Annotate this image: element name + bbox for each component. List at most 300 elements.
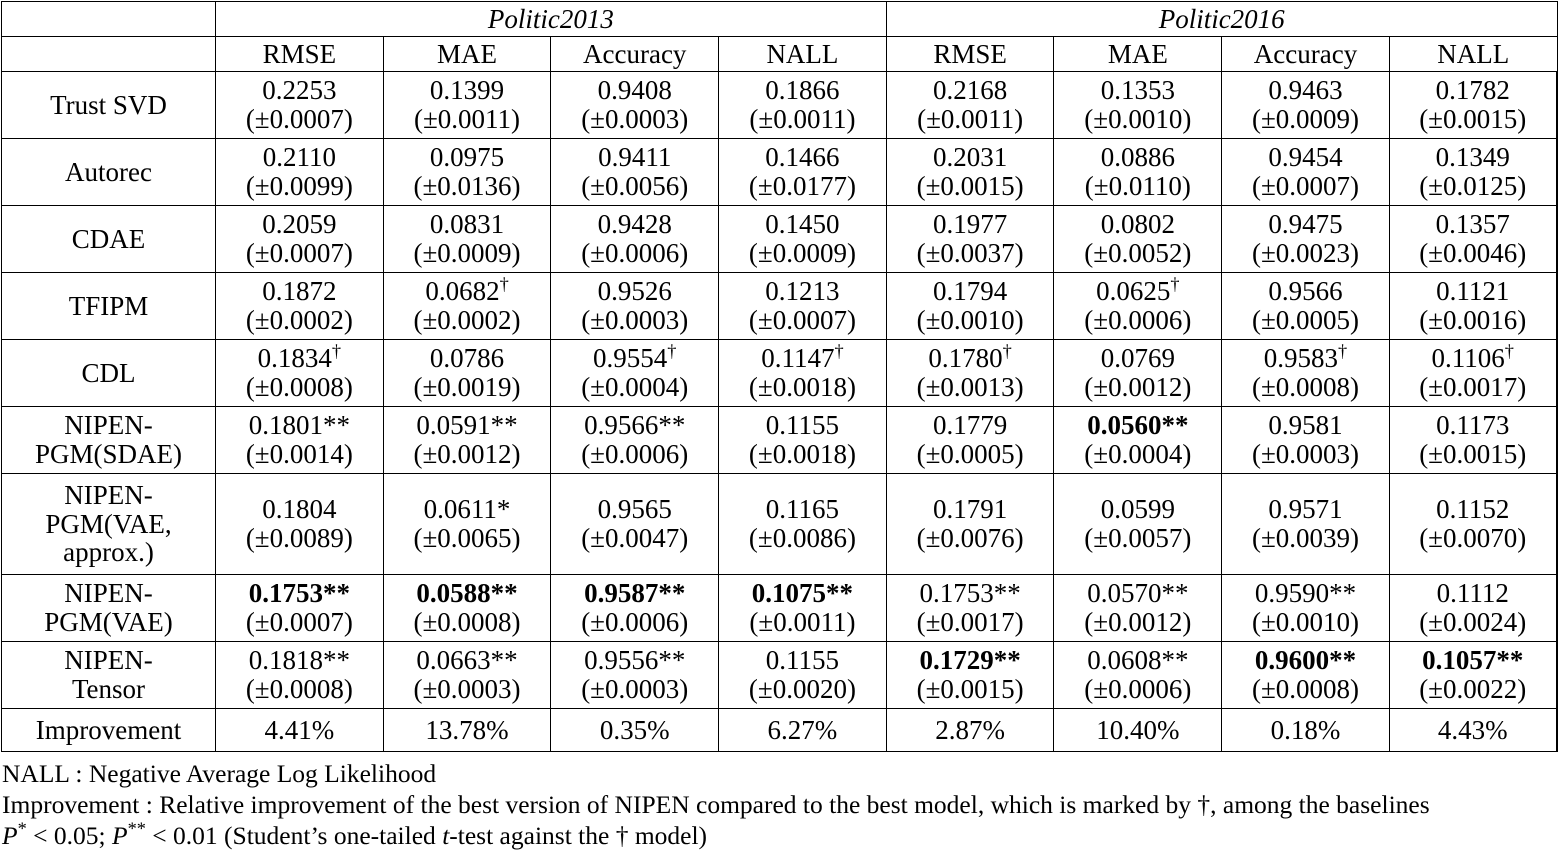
cell-number: 0.1349 bbox=[1435, 142, 1510, 173]
cell-value bbox=[216, 340, 384, 407]
cell-main-value bbox=[1222, 76, 1389, 105]
cell-std-deviation: (±0.0046) bbox=[1419, 238, 1527, 268]
metric-header-accuracy-2013: Accuracy bbox=[551, 37, 719, 72]
cell-value bbox=[216, 474, 384, 575]
improvement-value: 4.41% bbox=[216, 709, 384, 752]
cell-value bbox=[1054, 474, 1222, 575]
cell-main-value bbox=[1054, 411, 1221, 440]
cell-main-value bbox=[1390, 143, 1556, 172]
cell-value bbox=[719, 72, 887, 139]
cell-main-value bbox=[1222, 341, 1389, 374]
row-label-line: PGM(VAE, bbox=[45, 508, 172, 539]
table-head bbox=[2, 2, 1558, 72]
cell-number: 0.1353 bbox=[1100, 75, 1175, 106]
dagger-marker-icon: † bbox=[1338, 341, 1348, 362]
cell-std-deviation: (±0.0076) bbox=[916, 523, 1024, 553]
cell-number: 0.9526 bbox=[597, 276, 672, 307]
cell-std-deviation: (±0.0002) bbox=[245, 305, 353, 335]
significance-marker: ** bbox=[1161, 578, 1189, 609]
cell-value bbox=[551, 642, 719, 709]
significance-marker: ** bbox=[658, 645, 686, 676]
cell-std-deviation: (±0.0017) bbox=[916, 607, 1024, 637]
cell-std-deviation: (±0.0015) bbox=[1419, 439, 1527, 469]
cell-value bbox=[383, 72, 551, 139]
cell-number: 0.0769 bbox=[1100, 343, 1175, 374]
cell-number: 0.1165 bbox=[765, 494, 840, 525]
cell-number: 0.1155 bbox=[765, 410, 840, 441]
cell-main-value bbox=[1390, 411, 1556, 440]
cell-number: 0.2110 bbox=[262, 142, 336, 173]
cell-number: 0.1834 bbox=[257, 343, 332, 374]
row-label-improvement: Improvement bbox=[2, 709, 216, 752]
significance-marker: ** bbox=[1329, 578, 1357, 609]
cell-std-deviation: (±0.0047) bbox=[581, 523, 689, 553]
cell-std-deviation: (±0.0125) bbox=[1419, 171, 1527, 201]
cell-std-deviation: (±0.0110) bbox=[1084, 171, 1191, 201]
cell-number: 0.1753 bbox=[248, 578, 323, 609]
cell-main-value bbox=[216, 341, 383, 374]
cell-number: 0.1818 bbox=[248, 645, 323, 676]
cell-number: 0.9587 bbox=[584, 578, 659, 609]
cell-number: 0.0625 bbox=[1096, 276, 1171, 307]
cell-value bbox=[383, 642, 551, 709]
cell-number: 0.1779 bbox=[933, 410, 1008, 441]
significance-marker: ** bbox=[322, 578, 350, 609]
cell-std-deviation: (±0.0006) bbox=[1084, 674, 1192, 704]
cell-number: 0.9428 bbox=[597, 209, 672, 240]
row-label-line: NIPEN- bbox=[64, 410, 153, 441]
cell-std-deviation: (±0.0008) bbox=[245, 372, 353, 402]
table-row bbox=[2, 139, 1558, 206]
cell-value bbox=[1389, 72, 1557, 139]
improvement-value: 4.43% bbox=[1389, 709, 1557, 752]
cell-number: 0.9408 bbox=[597, 75, 672, 106]
cell-std-deviation: (±0.0020) bbox=[748, 674, 856, 704]
cell-value bbox=[551, 575, 719, 642]
cell-value bbox=[383, 139, 551, 206]
cell-number: 0.2253 bbox=[262, 75, 337, 106]
cell-main-value bbox=[551, 143, 718, 172]
row-label-autorec: Autorec bbox=[2, 139, 216, 206]
table-notes bbox=[2, 758, 1558, 851]
cell-main-value bbox=[216, 646, 383, 675]
cell-value bbox=[886, 407, 1054, 474]
cell-value bbox=[1222, 340, 1390, 407]
row-label-cdae: CDAE bbox=[2, 206, 216, 273]
cell-std-deviation: (±0.0003) bbox=[1251, 439, 1360, 469]
cell-std-deviation: (±0.0009) bbox=[413, 238, 521, 268]
cell-main-value bbox=[551, 341, 718, 374]
cell-main-value bbox=[216, 411, 383, 440]
row-label-line: approx.) bbox=[63, 537, 154, 568]
row-label-line: NIPEN- bbox=[64, 645, 153, 676]
note-improvement: Improvement : Relative improvement of the best version of NIPEN compared to the best model, which is marked by †, among the baselines bbox=[2, 790, 1430, 820]
significance-marker: ** bbox=[490, 410, 518, 441]
cell-number: 0.9571 bbox=[1268, 494, 1343, 525]
cell-std-deviation: (±0.0018) bbox=[748, 439, 856, 469]
cell-main-value bbox=[719, 579, 886, 608]
cell-main-value bbox=[1390, 341, 1556, 374]
cell-number: 0.1213 bbox=[765, 276, 840, 307]
cell-value bbox=[1054, 139, 1222, 206]
significance-marker: ** bbox=[1161, 645, 1189, 676]
cell-value bbox=[551, 273, 719, 340]
cell-main-value bbox=[384, 495, 551, 524]
metric-header-nall-2013: NALL bbox=[719, 37, 887, 72]
group-header-row bbox=[2, 2, 1558, 37]
cell-value bbox=[1054, 642, 1222, 709]
cell-value bbox=[1389, 273, 1557, 340]
cell-number: 0.9566 bbox=[1268, 276, 1343, 307]
cell-value bbox=[216, 206, 384, 273]
cell-main-value bbox=[551, 76, 718, 105]
cell-value bbox=[886, 340, 1054, 407]
cell-value bbox=[719, 474, 887, 575]
cell-main-value bbox=[887, 210, 1054, 239]
cell-number: 0.0599 bbox=[1100, 494, 1175, 525]
cell-main-value bbox=[887, 495, 1054, 524]
cell-value bbox=[886, 575, 1054, 642]
row-label-line: PGM(VAE) bbox=[44, 607, 173, 637]
cell-std-deviation: (±0.0009) bbox=[748, 238, 856, 268]
cell-std-deviation: (±0.0003) bbox=[581, 104, 689, 134]
cell-value bbox=[551, 206, 719, 273]
cell-std-deviation: (±0.0009) bbox=[1251, 104, 1360, 134]
table-row bbox=[2, 474, 1558, 575]
cell-main-value bbox=[216, 579, 383, 608]
cell-main-value bbox=[384, 76, 551, 105]
row-label-nipen-pgm-vae-approx bbox=[2, 474, 216, 575]
cell-main-value bbox=[887, 143, 1054, 172]
cell-value bbox=[383, 273, 551, 340]
cell-value bbox=[719, 139, 887, 206]
cell-value bbox=[1054, 575, 1222, 642]
cell-number: 0.0786 bbox=[429, 343, 505, 374]
cell-value bbox=[383, 206, 551, 273]
cell-main-value bbox=[719, 341, 886, 374]
significance-marker: ** bbox=[826, 578, 854, 609]
cell-main-value bbox=[1390, 76, 1556, 105]
cell-number: 0.1782 bbox=[1435, 75, 1510, 106]
significance-marker: ** bbox=[490, 578, 518, 609]
cell-main-value bbox=[719, 495, 886, 524]
improvement-value: 6.27% bbox=[719, 709, 887, 752]
cell-std-deviation: (±0.0039) bbox=[1251, 523, 1360, 553]
metric-header-rmse-2013: RMSE bbox=[216, 37, 384, 72]
cell-main-value bbox=[384, 274, 551, 307]
row-label-nipen-pgm-sdae bbox=[2, 407, 216, 474]
cell-main-value bbox=[1222, 143, 1389, 172]
cell-main-value bbox=[384, 411, 551, 440]
cell-main-value bbox=[719, 411, 886, 440]
cell-number: 0.9583 bbox=[1263, 343, 1339, 374]
cell-std-deviation: (±0.0006) bbox=[581, 439, 689, 469]
cell-number: 0.1804 bbox=[262, 494, 337, 525]
dagger-marker-icon: † bbox=[834, 341, 844, 362]
cell-std-deviation: (±0.0008) bbox=[245, 674, 353, 704]
cell-main-value bbox=[887, 277, 1054, 306]
cell-std-deviation: (±0.0004) bbox=[581, 372, 689, 402]
cell-number: 0.0611 bbox=[423, 494, 497, 525]
cell-value bbox=[886, 642, 1054, 709]
cell-number: 0.1357 bbox=[1435, 209, 1510, 240]
cell-value bbox=[1222, 642, 1390, 709]
cell-main-value bbox=[1054, 646, 1221, 675]
cell-std-deviation: (±0.0099) bbox=[245, 171, 353, 201]
cell-std-deviation: (±0.0002) bbox=[413, 305, 521, 335]
cell-std-deviation: (±0.0017) bbox=[1419, 372, 1527, 402]
cell-number: 0.1075 bbox=[751, 578, 827, 609]
corner-blank-cell bbox=[2, 2, 216, 37]
cell-number: 0.9600 bbox=[1254, 645, 1330, 676]
note-tail: -test against the † model) bbox=[449, 821, 708, 851]
cell-std-deviation: (±0.0012) bbox=[1084, 607, 1192, 637]
cell-std-deviation: (±0.0057) bbox=[1084, 523, 1192, 553]
cell-number: 0.1147 bbox=[761, 343, 835, 374]
cell-main-value bbox=[551, 495, 718, 524]
cell-number: 0.1057 bbox=[1422, 645, 1497, 676]
metric-header-blank bbox=[2, 37, 216, 72]
cell-value bbox=[1054, 72, 1222, 139]
cell-std-deviation: (±0.0065) bbox=[413, 523, 521, 553]
table-row bbox=[2, 273, 1558, 340]
cell-main-value bbox=[216, 76, 383, 105]
cell-std-deviation: (±0.0008) bbox=[1251, 674, 1360, 704]
cell-value bbox=[719, 206, 887, 273]
cell-std-deviation: (±0.0011) bbox=[414, 104, 521, 134]
cell-std-deviation: (±0.0006) bbox=[581, 607, 689, 637]
cell-std-deviation: (±0.0007) bbox=[245, 238, 353, 268]
cell-main-value bbox=[1054, 143, 1221, 172]
note-significance bbox=[2, 820, 1558, 851]
group-header-politic2016: Politic2016 bbox=[886, 2, 1557, 37]
cell-number: 0.1106 bbox=[1431, 343, 1505, 374]
table-row bbox=[2, 340, 1558, 407]
cell-main-value bbox=[719, 277, 886, 306]
metric-header-mae-2016: MAE bbox=[1054, 37, 1222, 72]
cell-number: 0.0682 bbox=[425, 276, 500, 307]
metric-header-accuracy-2016: Accuracy bbox=[1222, 37, 1390, 72]
cell-std-deviation: (±0.0015) bbox=[916, 171, 1024, 201]
significance-marker: ** bbox=[658, 578, 686, 609]
cell-number: 0.0560 bbox=[1087, 410, 1162, 441]
note-p-symbol-1: P bbox=[2, 821, 18, 851]
cell-value bbox=[216, 407, 384, 474]
cell-number: 0.9463 bbox=[1268, 75, 1343, 106]
significance-marker: ** bbox=[1329, 645, 1357, 676]
cell-number: 0.0663 bbox=[416, 645, 491, 676]
cell-main-value bbox=[551, 411, 718, 440]
improvement-value: 13.78% bbox=[383, 709, 551, 752]
cell-value bbox=[719, 642, 887, 709]
cell-std-deviation: (±0.0010) bbox=[916, 305, 1024, 335]
cell-value bbox=[551, 139, 719, 206]
cell-number: 0.1112 bbox=[1436, 578, 1509, 609]
cell-value bbox=[719, 575, 887, 642]
metric-header-mae-2013: MAE bbox=[383, 37, 551, 72]
significance-marker: ** bbox=[322, 645, 350, 676]
cell-value bbox=[1222, 72, 1390, 139]
cell-std-deviation: (±0.0014) bbox=[245, 439, 353, 469]
cell-std-deviation: (±0.0086) bbox=[748, 523, 856, 553]
dagger-marker-icon: † bbox=[1002, 341, 1012, 362]
cell-std-deviation: (±0.0052) bbox=[1084, 238, 1192, 268]
cell-number: 0.1121 bbox=[1436, 276, 1510, 307]
cell-std-deviation: (±0.0023) bbox=[1251, 238, 1360, 268]
note-star-2: ** bbox=[127, 818, 146, 839]
improvement-value: 0.18% bbox=[1222, 709, 1390, 752]
cell-std-deviation: (±0.0003) bbox=[581, 305, 689, 335]
cell-std-deviation: (±0.0007) bbox=[1251, 171, 1360, 201]
cell-main-value bbox=[887, 646, 1054, 675]
improvement-value: 2.87% bbox=[886, 709, 1054, 752]
cell-number: 0.0608 bbox=[1087, 645, 1162, 676]
cell-main-value bbox=[216, 143, 383, 172]
cell-number: 0.0975 bbox=[429, 142, 505, 173]
cell-std-deviation: (±0.0015) bbox=[1419, 104, 1527, 134]
cell-value bbox=[1389, 474, 1557, 575]
cell-main-value bbox=[1054, 579, 1221, 608]
cell-main-value bbox=[551, 277, 718, 306]
cell-std-deviation: (±0.0012) bbox=[1084, 372, 1192, 402]
cell-main-value bbox=[1390, 277, 1556, 306]
cell-value bbox=[1389, 575, 1557, 642]
metric-header-nall-2016: NALL bbox=[1389, 37, 1557, 72]
cell-main-value bbox=[719, 646, 886, 675]
row-label-tfipm: TFIPM bbox=[2, 273, 216, 340]
cell-main-value bbox=[887, 76, 1054, 105]
cell-value bbox=[216, 642, 384, 709]
significance-marker: ** bbox=[322, 410, 350, 441]
cell-number: 0.1791 bbox=[933, 494, 1008, 525]
cell-main-value bbox=[887, 579, 1054, 608]
cell-std-deviation: (±0.0006) bbox=[1084, 305, 1192, 335]
dagger-marker-icon: † bbox=[667, 341, 677, 362]
cell-number: 0.1794 bbox=[933, 276, 1008, 307]
cell-main-value bbox=[1222, 277, 1389, 306]
note-mid-2: < 0.01 (Student’s one-tailed bbox=[145, 821, 443, 851]
note-star-1: * bbox=[17, 818, 27, 839]
row-label-line: Tensor bbox=[71, 674, 146, 704]
cell-number: 0.2031 bbox=[933, 142, 1008, 173]
cell-number: 0.9454 bbox=[1268, 142, 1343, 173]
cell-value bbox=[719, 340, 887, 407]
cell-number: 0.1466 bbox=[765, 142, 840, 173]
cell-number: 0.1152 bbox=[1436, 494, 1510, 525]
cell-main-value bbox=[1390, 210, 1556, 239]
cell-value bbox=[216, 273, 384, 340]
cell-main-value bbox=[887, 341, 1054, 374]
cell-number: 0.0831 bbox=[429, 209, 505, 240]
cell-value bbox=[1389, 340, 1557, 407]
cell-main-value bbox=[551, 579, 718, 608]
metric-header-row bbox=[2, 37, 1558, 72]
cell-std-deviation: (±0.0007) bbox=[245, 607, 353, 637]
cell-main-value bbox=[887, 411, 1054, 440]
cell-value bbox=[383, 407, 551, 474]
cell-value bbox=[383, 575, 551, 642]
results-table-figure bbox=[0, 1, 1558, 851]
note-nall: NALL : Negative Average Log Likelihood bbox=[2, 759, 437, 788]
cell-value bbox=[886, 72, 1054, 139]
cell-value bbox=[551, 72, 719, 139]
group-header-politic2013: Politic2013 bbox=[216, 2, 887, 37]
cell-number: 0.1801 bbox=[248, 410, 323, 441]
cell-main-value bbox=[216, 210, 383, 239]
cell-value bbox=[551, 340, 719, 407]
significance-marker: ** bbox=[490, 645, 518, 676]
cell-number: 0.2168 bbox=[933, 75, 1008, 106]
cell-value bbox=[1222, 206, 1390, 273]
cell-std-deviation: (±0.0177) bbox=[748, 171, 856, 201]
cell-std-deviation: (±0.0004) bbox=[1084, 439, 1192, 469]
cell-std-deviation: (±0.0012) bbox=[413, 439, 521, 469]
cell-value bbox=[719, 407, 887, 474]
row-label-nipen-pgm-vae bbox=[2, 575, 216, 642]
cell-main-value bbox=[551, 646, 718, 675]
cell-number: 0.0588 bbox=[416, 578, 491, 609]
cell-number: 0.9566 bbox=[584, 410, 659, 441]
cell-number: 0.9411 bbox=[598, 142, 672, 173]
cell-main-value bbox=[1054, 495, 1221, 524]
cell-std-deviation: (±0.0018) bbox=[748, 372, 856, 402]
cell-number: 0.9590 bbox=[1254, 578, 1330, 609]
row-label-cdl: CDL bbox=[2, 340, 216, 407]
cell-std-deviation: (±0.0136) bbox=[413, 171, 521, 201]
improvement-value: 0.35% bbox=[551, 709, 719, 752]
cell-number: 0.9554 bbox=[593, 343, 668, 374]
table-row bbox=[2, 407, 1558, 474]
cell-value bbox=[1054, 407, 1222, 474]
cell-main-value bbox=[1054, 344, 1221, 373]
cell-value bbox=[886, 139, 1054, 206]
cell-number: 0.1450 bbox=[765, 209, 840, 240]
cell-main-value bbox=[1222, 210, 1389, 239]
cell-value bbox=[383, 340, 551, 407]
cell-main-value bbox=[1222, 579, 1389, 608]
cell-number: 0.9556 bbox=[584, 645, 659, 676]
cell-value bbox=[216, 72, 384, 139]
cell-main-value bbox=[719, 143, 886, 172]
significance-marker: ** bbox=[1161, 410, 1189, 441]
cell-std-deviation: (±0.0003) bbox=[413, 674, 521, 704]
cell-std-deviation: (±0.0008) bbox=[413, 607, 521, 637]
cell-main-value bbox=[719, 76, 886, 105]
cell-value bbox=[216, 139, 384, 206]
cell-value bbox=[1222, 273, 1390, 340]
cell-std-deviation: (±0.0056) bbox=[581, 171, 689, 201]
cell-number: 0.1866 bbox=[765, 75, 840, 106]
cell-main-value bbox=[1390, 579, 1556, 608]
cell-std-deviation: (±0.0007) bbox=[245, 104, 353, 134]
cell-value bbox=[1222, 139, 1390, 206]
cell-number: 0.9565 bbox=[597, 494, 672, 525]
cell-number: 0.0591 bbox=[416, 410, 491, 441]
cell-main-value bbox=[384, 210, 551, 239]
significance-marker: ** bbox=[1496, 645, 1524, 676]
cell-number: 0.0570 bbox=[1087, 578, 1162, 609]
cell-value bbox=[886, 474, 1054, 575]
cell-number: 0.2059 bbox=[262, 209, 337, 240]
cell-value bbox=[1054, 273, 1222, 340]
cell-number: 0.0802 bbox=[1100, 209, 1175, 240]
cell-value bbox=[1389, 139, 1557, 206]
cell-value bbox=[886, 273, 1054, 340]
row-label-nipen-tensor bbox=[2, 642, 216, 709]
cell-std-deviation: (±0.0006) bbox=[581, 238, 689, 268]
row-label-trust-svd: Trust SVD bbox=[2, 72, 216, 139]
improvement-row bbox=[2, 709, 1558, 752]
